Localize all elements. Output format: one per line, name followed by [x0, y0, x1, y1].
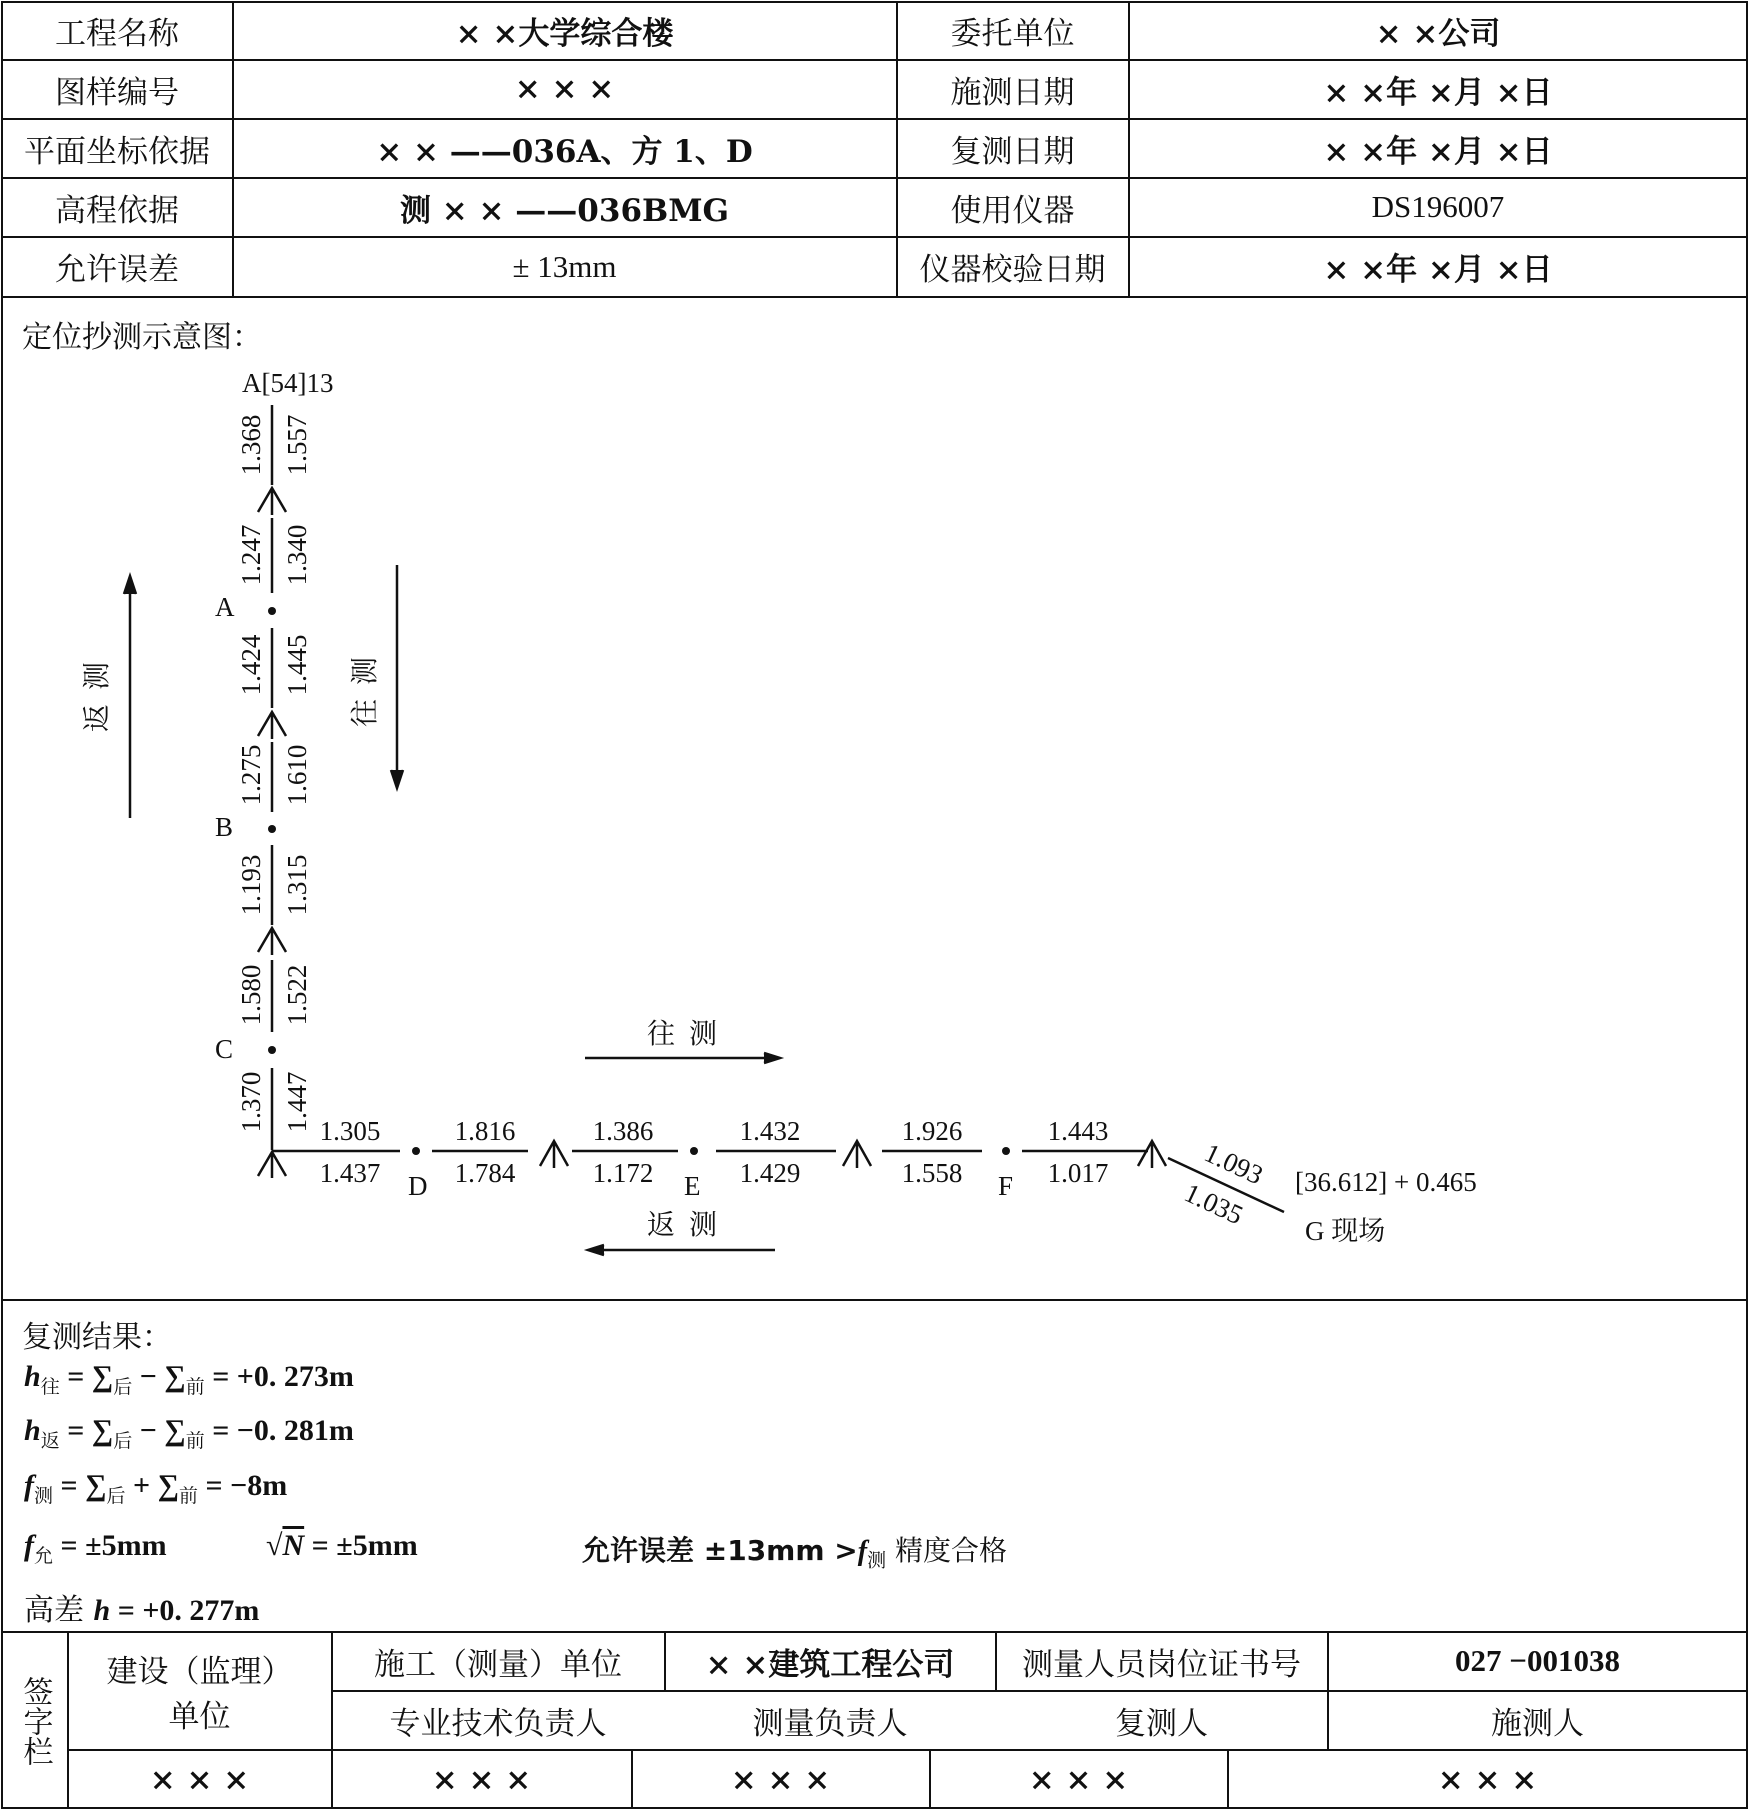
reading-right: 1.445 [282, 634, 312, 696]
reading-right: 1.447 [282, 1071, 312, 1133]
g-point-label: G 现场 [1305, 1216, 1386, 1246]
reading-left: 1.368 [236, 414, 266, 476]
reading-right: 1.610 [282, 744, 312, 806]
survey-date-value: × ×年 ×月 ×日 [1323, 74, 1553, 111]
reading-right: 1.522 [282, 964, 312, 1026]
owner-label-line1: 建设（监理） [106, 1653, 293, 1690]
return-label: 返 测 [646, 1210, 718, 1241]
arrow-head [124, 576, 136, 594]
f-measured-formula: $f_测 = \sum_后 + \sum_前 = -8m$ [24, 1469, 288, 1507]
reading-left: 1.275 [236, 744, 266, 806]
reading-bottom: 1.172 [592, 1158, 654, 1188]
owner-label [68, 1632, 331, 1749]
reading-top: 1.386 [592, 1116, 654, 1146]
arrow-head [588, 1245, 604, 1255]
station-mark [258, 928, 286, 955]
reading-top: 1.443 [1047, 1116, 1109, 1146]
arrow-head [764, 1053, 780, 1063]
client-value: × ×公司 [1375, 16, 1501, 52]
survey-date-label: 施测日期 [950, 74, 1075, 111]
reading-left: 1.370 [236, 1071, 266, 1133]
point-f [1002, 1147, 1010, 1155]
reading-bottom: 1.035 [1179, 1177, 1248, 1231]
tolerance-value: ± 13mm [512, 248, 617, 284]
arrow-head [391, 770, 403, 788]
reading-bottom: 1.558 [901, 1158, 963, 1188]
elevation-basis-label: 高程依据 [55, 192, 179, 229]
tolerance-check: 允许误差 $\pm 13mm >f_测$ 精度合格 [582, 1534, 1007, 1572]
point-e [690, 1147, 698, 1155]
cert-number: 027 −001038 [1455, 1643, 1620, 1678]
reading-bottom: 1.429 [739, 1158, 801, 1188]
role-technical-lead: 专业技术负责人 [389, 1705, 607, 1742]
reading-top: 1.305 [319, 1116, 381, 1146]
elevation-basis-value: 测 × × ——036BMG [399, 192, 730, 229]
reading-left: 1.580 [236, 964, 266, 1026]
h-forward-formula: $h_往 = \sum_后 - \sum_前 = +0$. 273m [24, 1360, 354, 1398]
f-allowed-formula: $f_允 = \pm 5mm$ [24, 1529, 167, 1567]
station-mark [258, 488, 286, 515]
instrument-value: DS196007 [1371, 189, 1505, 224]
point-b [268, 825, 276, 833]
forward-label: 往 测 [646, 1019, 718, 1050]
drawing-number-label: 图样编号 [55, 74, 179, 111]
point-label-d: D [408, 1171, 428, 1201]
reading-left: 1.247 [236, 524, 266, 586]
signature-side-label: 签字栏 [17, 1675, 53, 1766]
plane-coord-value: × × ——036A、方 1、D [376, 133, 753, 170]
leveling-diagram [0, 298, 1749, 1298]
tolerance-label: 允许误差 [55, 252, 179, 288]
point-a [268, 607, 276, 615]
station-mark [1138, 1141, 1166, 1168]
point-c [268, 1046, 276, 1054]
reading-left: 1.193 [236, 854, 266, 916]
resurvey-date-value: × ×年 ×月 ×日 [1323, 133, 1553, 170]
signature-name: × × × [1028, 1761, 1129, 1798]
construction-unit-label: 施工（测量）单位 [374, 1646, 622, 1683]
reading-bottom: 1.784 [454, 1158, 516, 1188]
point-label-b: B [215, 812, 234, 842]
return-label-vertical: 返测 [82, 647, 113, 733]
reading-top: 1.926 [901, 1116, 963, 1146]
signature-name: × × × [1437, 1761, 1538, 1798]
signature-name: × × × [730, 1761, 831, 1798]
elevation-difference: 高差 h = +0. 277m [24, 1593, 260, 1628]
diagram-title: 定位抄测示意图： [22, 320, 262, 355]
plane-coord-label: 平面坐标依据 [24, 133, 210, 170]
client-label: 委托单位 [950, 16, 1075, 52]
project-name-value: × ×大学综合楼 [455, 16, 674, 52]
station-mark [843, 1141, 871, 1168]
top-benchmark-label: A[54]13 [242, 368, 334, 398]
station-mark [258, 1152, 286, 1178]
instrument-label: 使用仪器 [950, 192, 1075, 229]
reading-right: 1.557 [282, 414, 312, 476]
reading-bottom: 1.017 [1047, 1158, 1109, 1188]
resurvey-date-label: 复测日期 [950, 133, 1075, 170]
drawing-number-value: × × × [514, 71, 615, 107]
section-divider [1, 1299, 1748, 1301]
reading-right: 1.340 [282, 524, 312, 586]
calibration-date-label: 仪器校验日期 [919, 252, 1106, 288]
role-resurveyor: 复测人 [1115, 1705, 1208, 1742]
role-survey-lead: 测量负责人 [752, 1705, 908, 1742]
company-name: × ×建筑工程公司 [705, 1646, 955, 1683]
station-mark [258, 712, 286, 739]
results-title: 复测结果： [22, 1320, 172, 1355]
signature-name: × × × [149, 1761, 250, 1798]
reading-bottom: 1.437 [319, 1158, 381, 1188]
reading-top: 1.093 [1199, 1137, 1268, 1191]
h-return-formula: $h_返 = \sum_后 - \sum_前 = -0$. 281m [24, 1414, 354, 1452]
sqrt-n-formula: √N = ±5mm [266, 1529, 418, 1562]
g-elevation-value: [36.612] + 0.465 [1295, 1167, 1477, 1197]
point-label-c: C [215, 1034, 234, 1064]
cert-label: 测量人员岗位证书号 [1022, 1646, 1301, 1683]
signature-name: × × × [431, 1761, 532, 1798]
reading-left: 1.424 [236, 634, 266, 696]
forward-label-vertical: 往测 [350, 642, 381, 728]
point-label-a: A [215, 592, 235, 622]
reading-top: 1.432 [739, 1116, 801, 1146]
reading-top: 1.816 [454, 1116, 516, 1146]
station-mark [540, 1141, 568, 1168]
role-surveyor: 施测人 [1491, 1705, 1584, 1742]
point-label-f: F [998, 1171, 1014, 1201]
reading-right: 1.315 [282, 854, 312, 916]
owner-label-line2: 单位 [168, 1698, 231, 1735]
calibration-date-value: × ×年 ×月 ×日 [1323, 252, 1553, 288]
point-label-e: E [684, 1171, 701, 1201]
project-name-label: 工程名称 [55, 16, 179, 52]
point-d [412, 1147, 420, 1155]
